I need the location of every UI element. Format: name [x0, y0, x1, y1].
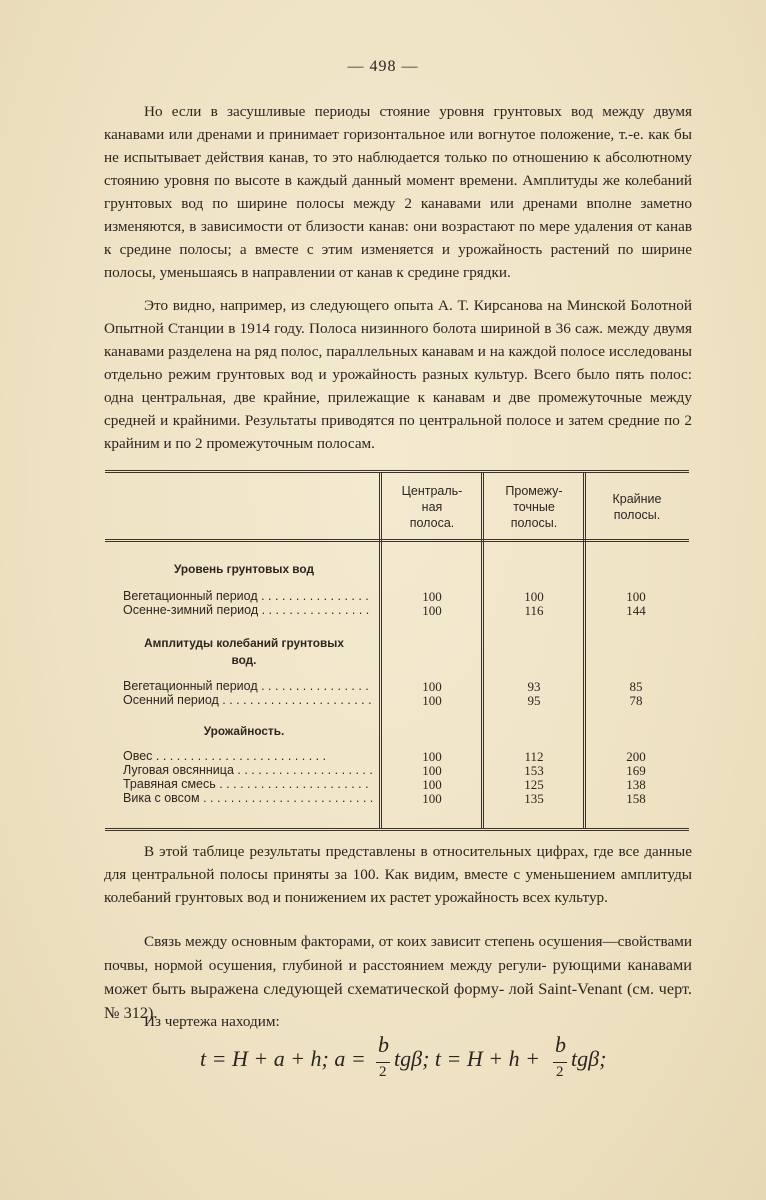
page-number: — 498 —: [347, 58, 419, 75]
cell-central: 100: [422, 763, 442, 778]
cell-edge: 144: [626, 603, 646, 618]
cell-central: 100: [422, 749, 442, 764]
table-row: [105, 791, 689, 806]
paragraph-4-text: [104, 930, 692, 1025]
column-header-central: Централь- ная полоса.: [401, 484, 463, 530]
formula: [200, 1032, 620, 1090]
table-row: [105, 679, 689, 694]
row-label: Вика с овсом . . .: [123, 791, 373, 806]
formula-fraction2-denominator: 2: [556, 1064, 564, 1080]
cell-central: 100: [422, 679, 442, 694]
cell-central: 100: [422, 603, 442, 618]
row-label: Осенний период . . .: [123, 693, 373, 708]
column-header-intermediate: Промежу- точные полосы.: [505, 484, 563, 530]
row-label: Вегетационный период . . .: [123, 589, 373, 604]
cell-edge: 138: [626, 777, 646, 792]
row-label: Осенне-зимний период . . .: [123, 603, 373, 618]
formula-intro: Из чертежа находим:: [144, 1013, 280, 1030]
paragraph-4-line-c: лой Saint-Venant (см. черт. № 312).: [104, 979, 692, 1022]
table-row: [105, 693, 689, 708]
cell-edge: 78: [629, 693, 643, 708]
formula-fraction-numerator: b: [378, 1032, 389, 1057]
fraction-bar: [376, 1062, 390, 1063]
cell-edge: 200: [626, 749, 646, 764]
fraction-bar: [553, 1062, 567, 1063]
paragraph-4: [104, 930, 692, 1025]
formula-part-2: tgβ; t = H + h +: [394, 1046, 540, 1071]
results-table: [105, 470, 689, 831]
cell-intermediate: 116: [524, 603, 544, 618]
row-label: Травяная смесь . . .: [123, 777, 373, 792]
table-row: [105, 603, 689, 618]
paragraph-4-line-a: Связь между основным факторами, от коих зависит степень осушения—свойствами почвы, нормой осушения, глубиной и расстоянием между регули-: [104, 933, 692, 974]
paragraph-2-text: Это видно, например, из следующего опыта А. Т. Кирсанова на Минской Болотной Опытной Станции в 1914 году. Полоса низинного болота шириной в 36 саж. между двумя канавами разделена на ряд полос, параллельных канавам и на каждой полосе исследованы отдельно режим грунтовых вод и урожайность разных культур. Всего было пять полос: одна центральная, две крайние, прилежащие к канавам и две промежуточные между средней и крайними. Результаты приводятся по центральной полосе и затем средние по 2 крайним и по 2 промежуточным полосам.: [104, 297, 692, 452]
table-row: [105, 589, 689, 604]
paragraph-4-line-b: рующими канавами может быть выражена следующей схематической форму-: [104, 955, 692, 998]
paragraph-3: [104, 840, 692, 909]
formula-part-3: tgβ;: [571, 1046, 607, 1071]
table-row: [105, 777, 689, 792]
cell-central: 100: [422, 791, 442, 806]
section-title: Уровень грунтовых вод: [174, 562, 314, 576]
row-label: Вегетационный период . . .: [123, 679, 373, 694]
row-label: Овес . . .: [123, 749, 373, 764]
cell-central: 100: [422, 589, 442, 604]
paragraph-3-text: В этой таблице результаты представлены в относительных цифрах, где все данные для центральной полосы приняты за 100. Как видим, вместе с уменьшением амплитуды колебаний грунтовых вод и понижением их растет урожайность всех культур.: [104, 843, 692, 906]
cell-central: 100: [422, 693, 442, 708]
cell-intermediate: 93: [527, 679, 541, 694]
table-row: [105, 749, 689, 764]
section-title: Амплитуды колебаний грунтовых вод.: [144, 636, 344, 667]
cell-intermediate: 95: [527, 693, 541, 708]
cell-edge: 100: [626, 589, 646, 604]
cell-intermediate: 153: [524, 763, 544, 778]
column-header-edge: Крайние полосы.: [612, 492, 662, 522]
formula-fraction2-numerator: b: [555, 1032, 566, 1057]
table-header-divider: [105, 539, 689, 542]
cell-intermediate: 100: [524, 589, 544, 604]
section-title: Урожайность.: [203, 724, 285, 738]
formula-part-1: t = H + a + h; a =: [200, 1046, 366, 1071]
cell-edge: 158: [626, 791, 646, 806]
row-label: Луговая овсянница . . .: [123, 763, 373, 778]
cell-intermediate: 112: [524, 749, 544, 764]
cell-central: 100: [422, 777, 442, 792]
formula-fraction-denominator: 2: [379, 1064, 387, 1080]
table-row: [105, 763, 689, 778]
cell-edge: 85: [629, 679, 643, 694]
paragraph-1-text: Но если в засушливые периоды стояние уровня грунтовых вод между двумя канавами или дренами и принимает горизонтальное или вогнутое положение, т.-е. как бы не испытывает действия канав, то это наблюдается только по отношению к абсолютному стоянию уровня по высоте в каждый данный момент времени. Амплитуды же колебаний грунтовых вод по ширине полосы между 2 канавами или дренами вполне заметно изменяются, в зависимости от близости канав: они возрастают по мере удаления от канав к средине полосы; а вместе с этим изменяется и урожайность растений по ширине полосы, уменьшаясь в направлении от канав к средине грядки.: [104, 103, 692, 281]
paragraph-1: [104, 100, 692, 284]
cell-edge: 169: [626, 763, 646, 778]
cell-intermediate: 135: [524, 791, 544, 806]
paragraph-2: [104, 294, 692, 455]
cell-intermediate: 125: [524, 777, 544, 792]
